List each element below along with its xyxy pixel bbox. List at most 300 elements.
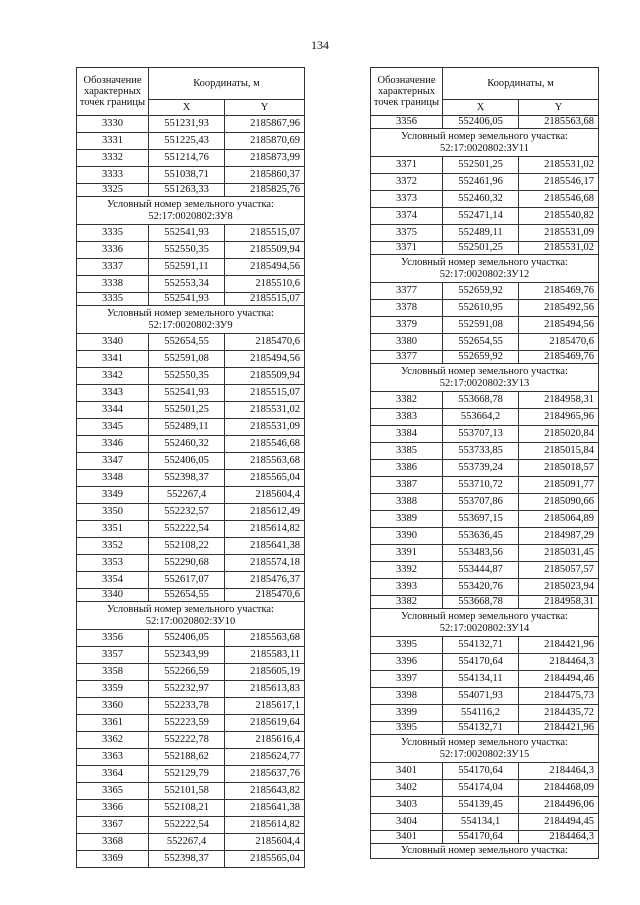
point-id-cell: 3338 [77, 276, 149, 293]
table-row [371, 705, 599, 722]
table-row [77, 572, 305, 589]
x-header: X [443, 100, 519, 116]
x-coordinate-cell: 554174,04 [443, 780, 519, 797]
table-row [77, 167, 305, 184]
header-row [371, 68, 599, 100]
y-coordinate-cell: 2185023,94 [519, 579, 599, 596]
y-coordinate-cell: 2185515,07 [225, 293, 305, 306]
point-id-cell: 3383 [371, 409, 443, 426]
table-row [77, 385, 305, 402]
y-coordinate-cell: 2185637,76 [225, 766, 305, 783]
x-coordinate-cell: 552232,97 [149, 681, 225, 698]
table-row [77, 681, 305, 698]
plot-group-row [77, 602, 305, 630]
point-id-cell: 3387 [371, 477, 443, 494]
point-id-cell: 3373 [371, 191, 443, 208]
y-coordinate-cell: 2185546,68 [225, 436, 305, 453]
x-coordinate-cell: 554116,2 [443, 705, 519, 722]
point-id-cell: 3348 [77, 470, 149, 487]
table-row [371, 494, 599, 511]
table-row [77, 184, 305, 197]
y-coordinate-cell: 2185565,04 [225, 851, 305, 868]
table-row [371, 225, 599, 242]
plot-group-row [371, 735, 599, 763]
table-row [371, 780, 599, 797]
table-row [371, 511, 599, 528]
table-row [371, 814, 599, 831]
table-row [371, 317, 599, 334]
plot-group-row [371, 364, 599, 392]
table-row [371, 654, 599, 671]
point-id-cell: 3386 [371, 460, 443, 477]
x-coordinate-cell: 552233,78 [149, 698, 225, 715]
x-coordinate-cell: 554170,64 [443, 654, 519, 671]
x-coordinate-cell: 552654,55 [443, 334, 519, 351]
x-coordinate-cell: 553444,87 [443, 562, 519, 579]
point-id-cell: 3375 [371, 225, 443, 242]
table-row [371, 191, 599, 208]
y-coordinate-cell: 2185515,07 [225, 385, 305, 402]
x-coordinate-cell: 552188,62 [149, 749, 225, 766]
point-id-cell: 3372 [371, 174, 443, 191]
point-id-cell: 3332 [77, 150, 149, 167]
table-row [77, 766, 305, 783]
point-id-cell: 3402 [371, 780, 443, 797]
y-coordinate-cell: 2185018,57 [519, 460, 599, 477]
y-coordinate-cell: 2184435,72 [519, 705, 599, 722]
table-row [77, 334, 305, 351]
point-id-cell: 3336 [77, 242, 149, 259]
y-coordinate-cell: 2184965,96 [519, 409, 599, 426]
point-id-cell: 3392 [371, 562, 443, 579]
point-id-cell: 3398 [371, 688, 443, 705]
table-row [77, 436, 305, 453]
point-id-cell: 3380 [371, 334, 443, 351]
y-coordinate-cell: 2185515,07 [225, 225, 305, 242]
point-id-cell: 3352 [77, 538, 149, 555]
y-coordinate-cell: 2185563,68 [519, 116, 599, 129]
table-row [77, 630, 305, 647]
point-id-cell: 3382 [371, 596, 443, 609]
table-row [77, 419, 305, 436]
x-coordinate-cell: 553707,86 [443, 494, 519, 511]
table-row [77, 851, 305, 868]
x-coordinate-cell: 554134,11 [443, 671, 519, 688]
point-id-cell: 3354 [77, 572, 149, 589]
table-row [77, 664, 305, 681]
y-coordinate-cell: 2185546,68 [519, 191, 599, 208]
x-coordinate-cell: 551225,43 [149, 133, 225, 150]
x-coordinate-cell: 552541,93 [149, 293, 225, 306]
table-row [371, 208, 599, 225]
y-coordinate-cell: 2185509,94 [225, 242, 305, 259]
x-coordinate-cell: 552617,07 [149, 572, 225, 589]
table-row [77, 402, 305, 419]
y-coordinate-cell: 2185064,89 [519, 511, 599, 528]
point-id-cell: 3384 [371, 426, 443, 443]
y-coordinate-cell: 2184421,96 [519, 637, 599, 654]
y-header: Y [519, 100, 599, 116]
y-coordinate-cell: 2185563,68 [225, 630, 305, 647]
point-id-cell: 3388 [371, 494, 443, 511]
y-coordinate-cell: 2185619,64 [225, 715, 305, 732]
plot-number-label: Условный номер земельного участка: 52:17:0020802:ЗУ9 [77, 306, 305, 334]
plot-number-label: Условный номер земельного участка: 52:17:0020802:ЗУ14 [371, 609, 599, 637]
y-coordinate-cell: 2184468,09 [519, 780, 599, 797]
table-row [77, 116, 305, 133]
plot-group-row [371, 129, 599, 157]
table-row [77, 783, 305, 800]
x-coordinate-cell: 552222,54 [149, 521, 225, 538]
point-id-cell: 3335 [77, 225, 149, 242]
table-row [77, 351, 305, 368]
x-coordinate-cell: 552266,59 [149, 664, 225, 681]
x-coordinate-cell: 551263,33 [149, 184, 225, 197]
y-coordinate-cell: 2185531,02 [519, 157, 599, 174]
y-coordinate-cell: 2185604,4 [225, 487, 305, 504]
x-coordinate-cell: 554132,71 [443, 637, 519, 654]
x-coordinate-cell: 553668,78 [443, 392, 519, 409]
y-coordinate-cell: 2185531,09 [225, 419, 305, 436]
y-coordinate-cell: 2184464,3 [519, 654, 599, 671]
point-id-cell: 3344 [77, 402, 149, 419]
point-id-cell: 3342 [77, 368, 149, 385]
y-coordinate-cell: 2185616,4 [225, 732, 305, 749]
table-row [77, 698, 305, 715]
x-coordinate-cell: 553697,15 [443, 511, 519, 528]
point-id-cell: 3365 [77, 783, 149, 800]
y-coordinate-cell: 2184958,31 [519, 596, 599, 609]
x-coordinate-cell: 553668,78 [443, 596, 519, 609]
table-row [371, 242, 599, 255]
table-row [371, 831, 599, 844]
y-coordinate-cell: 2185469,76 [519, 351, 599, 364]
x-coordinate-cell: 552108,21 [149, 800, 225, 817]
table-row [371, 409, 599, 426]
y-coordinate-cell: 2185617,1 [225, 698, 305, 715]
point-id-cell: 3395 [371, 722, 443, 735]
plot-number-label: Условный номер земельного участка: 52:17:0020802:ЗУ8 [77, 197, 305, 225]
coords-header: Координаты, м [443, 68, 599, 100]
x-coordinate-cell: 552591,08 [149, 351, 225, 368]
table-row [77, 800, 305, 817]
y-coordinate-cell: 2185565,04 [225, 470, 305, 487]
x-coordinate-cell: 553733,85 [443, 443, 519, 460]
plot-group-row [371, 255, 599, 283]
table-row [77, 259, 305, 276]
y-coordinate-cell: 2185546,17 [519, 174, 599, 191]
y-coordinate-cell: 2185020,84 [519, 426, 599, 443]
coordinates-table-body [371, 68, 599, 859]
table-row [371, 300, 599, 317]
x-coordinate-cell: 552223,59 [149, 715, 225, 732]
point-id-cell: 3377 [371, 283, 443, 300]
plot-group-row [77, 197, 305, 225]
y-coordinate-cell: 2184496,06 [519, 797, 599, 814]
table-row [77, 225, 305, 242]
x-coordinate-cell: 552343,99 [149, 647, 225, 664]
table-row [77, 276, 305, 293]
x-coordinate-cell: 552541,93 [149, 225, 225, 242]
point-id-cell: 3366 [77, 800, 149, 817]
y-coordinate-cell: 2185531,09 [519, 225, 599, 242]
point-id-cell: 3379 [371, 317, 443, 334]
point-id-cell: 3404 [371, 814, 443, 831]
point-id-cell: 3359 [77, 681, 149, 698]
y-coordinate-cell: 2185492,56 [519, 300, 599, 317]
table-row [77, 133, 305, 150]
x-coordinate-cell: 553420,76 [443, 579, 519, 596]
x-coordinate-cell: 552267,4 [149, 487, 225, 504]
x-coordinate-cell: 552489,11 [149, 419, 225, 436]
x-coordinate-cell: 554139,45 [443, 797, 519, 814]
x-header: X [149, 100, 225, 116]
table-row [77, 242, 305, 259]
plot-group-row [77, 306, 305, 334]
y-coordinate-cell: 2185031,45 [519, 545, 599, 562]
point-id-cell: 3403 [371, 797, 443, 814]
x-coordinate-cell: 552398,37 [149, 470, 225, 487]
y-coordinate-cell: 2184494,46 [519, 671, 599, 688]
point-id-cell: 3335 [77, 293, 149, 306]
point-id-cell: 3331 [77, 133, 149, 150]
table-row [371, 671, 599, 688]
plot-number-label: Условный номер земельного участка: [371, 844, 599, 859]
y-coordinate-cell: 2184494,45 [519, 814, 599, 831]
table-row [77, 368, 305, 385]
point-id-cell: 3356 [77, 630, 149, 647]
point-id-cell: 3371 [371, 242, 443, 255]
point-id-cell: 3389 [371, 511, 443, 528]
x-coordinate-cell: 552501,25 [149, 402, 225, 419]
point-id-cell: 3325 [77, 184, 149, 197]
point-id-cell: 3385 [371, 443, 443, 460]
y-coordinate-cell: 2185494,56 [225, 351, 305, 368]
point-label-header: Обозначение характерных точек границы [371, 68, 443, 116]
y-coordinate-cell: 2185641,38 [225, 800, 305, 817]
coordinates-table-left [76, 67, 305, 868]
x-coordinate-cell: 552591,08 [443, 317, 519, 334]
y-coordinate-cell: 2185604,4 [225, 834, 305, 851]
y-coordinate-cell: 2185509,94 [225, 368, 305, 385]
plot-number-label: Условный номер земельного участка: 52:17:0020802:ЗУ11 [371, 129, 599, 157]
x-coordinate-cell: 552461,96 [443, 174, 519, 191]
y-coordinate-cell: 2185563,68 [225, 453, 305, 470]
table-row [371, 722, 599, 735]
x-coordinate-cell: 554170,64 [443, 831, 519, 844]
y-coordinate-cell: 2185090,66 [519, 494, 599, 511]
point-id-cell: 3367 [77, 817, 149, 834]
y-coordinate-cell: 2185605,19 [225, 664, 305, 681]
table-row [77, 834, 305, 851]
point-id-cell: 3391 [371, 545, 443, 562]
y-coordinate-cell: 2185643,82 [225, 783, 305, 800]
y-coordinate-cell: 2184464,3 [519, 763, 599, 780]
table-row [371, 562, 599, 579]
point-id-cell: 3361 [77, 715, 149, 732]
table-row [371, 351, 599, 364]
x-coordinate-cell: 552222,54 [149, 817, 225, 834]
x-coordinate-cell: 551231,93 [149, 116, 225, 133]
y-coordinate-cell: 2184958,31 [519, 392, 599, 409]
x-coordinate-cell: 552406,05 [149, 630, 225, 647]
point-id-cell: 3351 [77, 521, 149, 538]
x-coordinate-cell: 554071,93 [443, 688, 519, 705]
y-header: Y [225, 100, 305, 116]
point-id-cell: 3390 [371, 528, 443, 545]
table-row [371, 283, 599, 300]
point-id-cell: 3396 [371, 654, 443, 671]
table-row [371, 545, 599, 562]
y-coordinate-cell: 2185825,76 [225, 184, 305, 197]
x-coordinate-cell: 552232,57 [149, 504, 225, 521]
table-row [371, 116, 599, 129]
plot-group-row [371, 844, 599, 859]
point-id-cell: 3353 [77, 555, 149, 572]
plot-number-label: Условный номер земельного участка: 52:17:0020802:ЗУ13 [371, 364, 599, 392]
table-row [77, 538, 305, 555]
table-row [371, 477, 599, 494]
y-coordinate-cell: 2185470,6 [225, 589, 305, 602]
point-id-cell: 3346 [77, 436, 149, 453]
plot-number-label: Условный номер земельного участка: 52:17:0020802:ЗУ10 [77, 602, 305, 630]
y-coordinate-cell: 2185873,99 [225, 150, 305, 167]
y-coordinate-cell: 2185531,02 [225, 402, 305, 419]
point-id-cell: 3357 [77, 647, 149, 664]
point-id-cell: 3347 [77, 453, 149, 470]
point-id-cell: 3377 [371, 351, 443, 364]
x-coordinate-cell: 553707,13 [443, 426, 519, 443]
table-row [77, 504, 305, 521]
x-coordinate-cell: 552659,92 [443, 283, 519, 300]
y-coordinate-cell: 2185860,37 [225, 167, 305, 184]
point-id-cell: 3393 [371, 579, 443, 596]
y-coordinate-cell: 2185057,57 [519, 562, 599, 579]
point-id-cell: 3363 [77, 749, 149, 766]
x-coordinate-cell: 553483,56 [443, 545, 519, 562]
point-id-cell: 3341 [77, 351, 149, 368]
x-coordinate-cell: 554134,1 [443, 814, 519, 831]
point-id-cell: 3378 [371, 300, 443, 317]
point-id-cell: 3362 [77, 732, 149, 749]
table-row [371, 174, 599, 191]
table-row [371, 637, 599, 654]
y-coordinate-cell: 2184464,3 [519, 831, 599, 844]
y-coordinate-cell: 2185614,82 [225, 521, 305, 538]
x-coordinate-cell: 551038,71 [149, 167, 225, 184]
x-coordinate-cell: 552129,79 [149, 766, 225, 783]
x-coordinate-cell: 552460,32 [443, 191, 519, 208]
x-coordinate-cell: 552501,25 [443, 157, 519, 174]
y-coordinate-cell: 2185469,76 [519, 283, 599, 300]
table-row [371, 688, 599, 705]
y-coordinate-cell: 2185015,84 [519, 443, 599, 460]
point-label-header: Обозначение характерных точек границы [77, 68, 149, 116]
y-coordinate-cell: 2185641,38 [225, 538, 305, 555]
table-row [371, 596, 599, 609]
point-id-cell: 3368 [77, 834, 149, 851]
point-id-cell: 3340 [77, 334, 149, 351]
x-coordinate-cell: 552610,95 [443, 300, 519, 317]
y-coordinate-cell: 2184421,96 [519, 722, 599, 735]
x-coordinate-cell: 553664,2 [443, 409, 519, 426]
y-coordinate-cell: 2185476,37 [225, 572, 305, 589]
table-row [371, 443, 599, 460]
x-coordinate-cell: 553739,24 [443, 460, 519, 477]
point-id-cell: 3350 [77, 504, 149, 521]
y-coordinate-cell: 2185091,77 [519, 477, 599, 494]
table-row [371, 392, 599, 409]
y-coordinate-cell: 2185510,6 [225, 276, 305, 293]
y-coordinate-cell: 2185614,82 [225, 817, 305, 834]
point-id-cell: 3397 [371, 671, 443, 688]
y-coordinate-cell: 2185583,11 [225, 647, 305, 664]
x-coordinate-cell: 551214,76 [149, 150, 225, 167]
point-id-cell: 3345 [77, 419, 149, 436]
table-row [371, 579, 599, 596]
table-row [77, 470, 305, 487]
x-coordinate-cell: 552591,11 [149, 259, 225, 276]
plot-group-row [371, 609, 599, 637]
table-row [371, 157, 599, 174]
x-coordinate-cell: 552553,34 [149, 276, 225, 293]
x-coordinate-cell: 552398,37 [149, 851, 225, 868]
y-coordinate-cell: 2185613,83 [225, 681, 305, 698]
x-coordinate-cell: 552267,4 [149, 834, 225, 851]
x-coordinate-cell: 552541,93 [149, 385, 225, 402]
table-row [371, 763, 599, 780]
table-row [77, 453, 305, 470]
y-coordinate-cell: 2185870,69 [225, 133, 305, 150]
point-id-cell: 3349 [77, 487, 149, 504]
x-coordinate-cell: 552471,14 [443, 208, 519, 225]
table-row [77, 749, 305, 766]
y-coordinate-cell: 2185867,96 [225, 116, 305, 133]
y-coordinate-cell: 2184475,73 [519, 688, 599, 705]
x-coordinate-cell: 552550,35 [149, 368, 225, 385]
y-coordinate-cell: 2185470,6 [225, 334, 305, 351]
x-coordinate-cell: 552406,05 [443, 116, 519, 129]
x-coordinate-cell: 552290,68 [149, 555, 225, 572]
table-row [77, 715, 305, 732]
x-coordinate-cell: 553636,45 [443, 528, 519, 545]
x-coordinate-cell: 552550,35 [149, 242, 225, 259]
y-coordinate-cell: 2185624,77 [225, 749, 305, 766]
x-coordinate-cell: 552654,55 [149, 589, 225, 602]
point-id-cell: 3337 [77, 259, 149, 276]
table-row [77, 732, 305, 749]
coordinates-table-body [77, 68, 305, 868]
table-row [77, 521, 305, 538]
x-coordinate-cell: 553710,72 [443, 477, 519, 494]
x-coordinate-cell: 554132,71 [443, 722, 519, 735]
table-row [77, 817, 305, 834]
table-row [371, 460, 599, 477]
point-id-cell: 3395 [371, 637, 443, 654]
table-row [77, 487, 305, 504]
x-coordinate-cell: 552406,05 [149, 453, 225, 470]
x-coordinate-cell: 552108,22 [149, 538, 225, 555]
x-coordinate-cell: 554170,64 [443, 763, 519, 780]
table-row [77, 647, 305, 664]
y-coordinate-cell: 2185612,49 [225, 504, 305, 521]
table-row [371, 797, 599, 814]
point-id-cell: 3399 [371, 705, 443, 722]
point-id-cell: 3401 [371, 763, 443, 780]
y-coordinate-cell: 2185494,56 [519, 317, 599, 334]
plot-number-label: Условный номер земельного участка: 52:17:0020802:ЗУ12 [371, 255, 599, 283]
point-id-cell: 3356 [371, 116, 443, 129]
